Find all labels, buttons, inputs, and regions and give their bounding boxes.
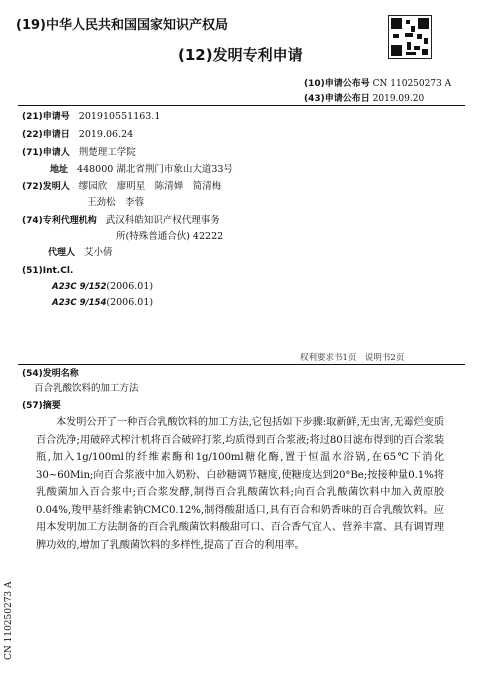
ipc-date-2: (2006.01) (106, 297, 154, 308)
pages-note: 权利要求书1页 说明书2页 (300, 353, 405, 363)
applicant-label: (71)申请人 (22, 148, 70, 158)
inventors-line-1: 缪园欣 廖明星 陈清婵 简清梅 (78, 181, 222, 192)
ipc-code-2: A23C 9/154 (52, 298, 107, 308)
address-row (50, 163, 233, 177)
qr-code (388, 15, 432, 59)
section-divider (18, 364, 465, 365)
applicant: 荆楚理工学院 (78, 147, 136, 158)
ipc-row-1 (52, 280, 153, 294)
address: 448000 湖北省荆门市象山大道33号 (77, 164, 233, 175)
header-divider (18, 105, 465, 106)
application-number-row (22, 110, 160, 124)
publication-number: CN 110250273 A (372, 79, 452, 89)
agency-line-2: 所(特殊普通合伙) 42222 (116, 231, 224, 242)
application-date-label: (22)申请日 (22, 130, 70, 140)
agency-line-1: 武汉科皓知识产权代理事务 (105, 215, 220, 226)
inventors-label: (72)发明人 (22, 182, 70, 192)
inventors-row (22, 180, 221, 194)
title-label: (54)发明名称 (22, 369, 79, 379)
abstract-label: (57)摘要 (22, 401, 61, 411)
inventors-line-2: 王劲松 李蓉 (87, 197, 145, 208)
ipc-code-1: A23C 9/152 (52, 282, 107, 292)
document-type: (12)发明专利申请 (178, 46, 303, 64)
abstract-label-row (22, 399, 61, 413)
application-date: 2019.06.24 (78, 129, 134, 140)
address-label: 地址 (50, 165, 69, 175)
ipc-row-2 (52, 296, 153, 310)
office-name: (19)中华人民共和国国家知识产权局 (16, 18, 228, 33)
invention-title: 百合乳酸饮料的加工方法 (34, 383, 139, 394)
agency-row (22, 214, 220, 228)
agent: 艾小倩 (84, 247, 113, 258)
intcl-label (22, 264, 73, 278)
side-publication-number: CN 110250273 A (4, 581, 14, 660)
agent-label: 代理人 (48, 248, 76, 258)
intcl-label-text: (51)Int.Cl. (22, 266, 74, 276)
publication-number-row (304, 76, 451, 89)
application-date-row (22, 128, 133, 142)
publication-date-row (304, 91, 424, 104)
ipc-date-1: (2006.01) (106, 281, 154, 292)
publication-date-label: (43)申请公布日 (304, 94, 370, 104)
application-number: 201910551163.1 (78, 111, 161, 122)
title-label-row (22, 367, 79, 381)
application-number-label: (21)申请号 (22, 112, 70, 122)
applicant-row (22, 146, 136, 160)
publication-date: 2019.09.20 (372, 94, 425, 104)
agency-label: (74)专利代理机构 (22, 216, 97, 226)
publication-number-label: (10)申请公布号 (304, 79, 370, 89)
agent-row (48, 246, 113, 260)
abstract-text: 本发明公开了一种百合乳酸饮料的加工方法,它包括如下步骤:取新鲜,无虫害,无霉烂变质百合洗净;用破碎式榨汁机将百合破碎打浆,均质得到百合浆液;将过80目滤布得到的百合浆装瓶,加入1g/100ml的纤维素酶和1g/100ml糖化酶,置于恒温水浴锅,在65℃下消化30~60Min;向百合浆液中加入奶粉、白砂糖调节糖度,使糖度达到20°Be;按接种量0.1%将乳酸菌加入百合浆中;百合浆发酵,制得百合乳酸菌饮料;向百合乳酸菌饮料中加入黄原胶0.04%,羧甲基纤维素钠CMC0.12%,制得酸甜适口,具有百合和奶香味的百合乳酸饮料。应用本发明加工方法制备的百合乳酸菌饮料酸甜可口、百合香气宜人、营养丰富、具有调胃理脾功效的,增加了乳酸菌饮料的多样性,提高了百合的利用率。 (36, 417, 444, 551)
